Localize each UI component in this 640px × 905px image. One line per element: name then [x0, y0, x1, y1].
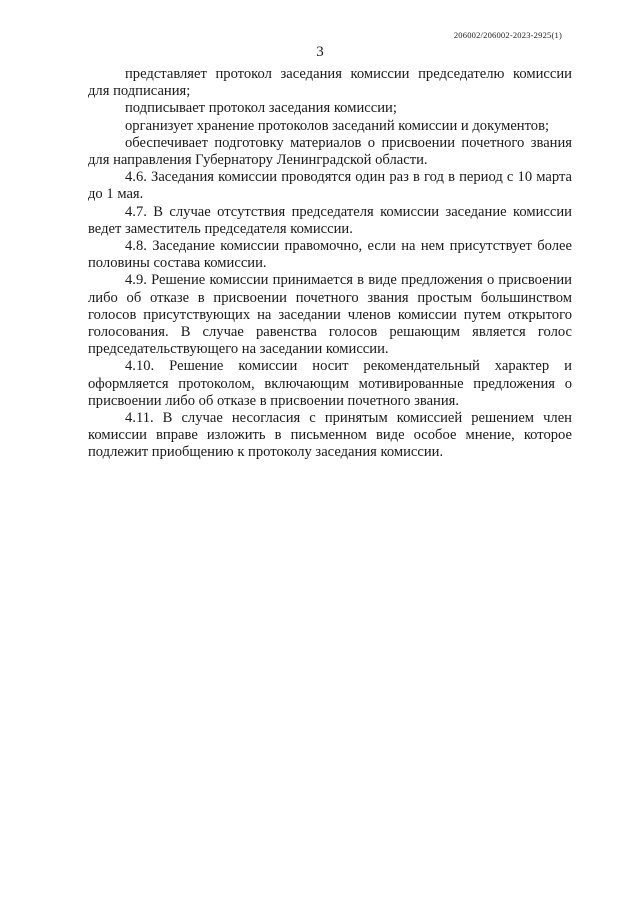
clause-4-9: 4.9. Решение комиссии принимается в виде предложения о присвоении либо об отказе в присвоении почетного звания простым большинством голосов присутствующих на заседании членов комиссии путем открытого голосования. В случае равенства голосов решающим является голос председательствующего на заседании комиссии.	[88, 272, 572, 358]
page-number: 3	[316, 44, 324, 60]
paragraph-store-protocols: организует хранение протоколов заседаний комиссии и документов;	[125, 117, 550, 134]
paragraph-prepare-materials: обеспечивает подготовку материалов о присвоении почетного звания для направления Губернатору Ленинградской области.	[88, 134, 572, 169]
paragraph-sign-protocol: подписывает протокол заседания комиссии;	[125, 100, 397, 117]
paragraph-present-protocol: представляет протокол заседания комиссии председателю комиссии для подписания;	[88, 66, 572, 100]
clause-4-10: 4.10. Решение комиссии носит рекомендательный характер и оформляется протоколом, включающим мотивированные предложения о присвоении либо об отказе в присвоении почетного звания.	[88, 358, 572, 409]
document-registration-number: 206002/206002-2023-2925(1)	[453, 30, 562, 40]
clause-4-6: 4.6. Заседания комиссии проводятся один раз в год в период с 10 марта до 1 мая.	[88, 169, 572, 203]
document-body	[88, 66, 572, 462]
clause-4-8: 4.8. Заседание комиссии правомочно, если на нем присутствует более половины состава комиссии.	[88, 238, 572, 272]
clause-4-11: 4.11. В случае несогласия с принятым комиссией решением член комиссии вправе изложить в письменном виде особое мнение, которое подлежит приобщению к протоколу заседания комиссии.	[88, 410, 572, 461]
clause-4-7: 4.7. В случае отсутствия председателя комиссии заседание комиссии ведет заместитель председателя комиссии.	[88, 203, 572, 237]
